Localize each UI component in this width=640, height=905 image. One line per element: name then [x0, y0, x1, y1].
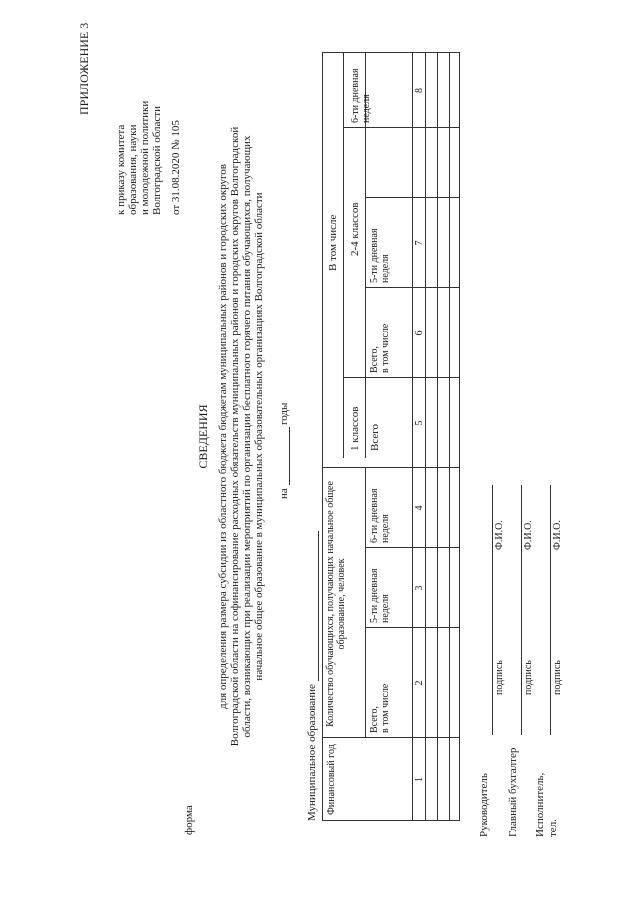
appendix-line: образования, науки [127, 124, 139, 215]
data-table [322, 52, 460, 821]
col-number: 6 [414, 330, 425, 336]
col-6day-header-line2: неделя [380, 514, 391, 543]
municipality-blank-line [318, 531, 319, 681]
appendix-title: ПРИЛОЖЕНИЕ 3 [77, 22, 91, 115]
signature-hint: подпись [494, 660, 505, 695]
col-6day-header: 6-ти дневная [369, 488, 380, 543]
appendix-line: и молодежной политики [139, 100, 151, 215]
col-total-header-line2: в том числе [380, 683, 391, 733]
period-suffix: годы [278, 402, 290, 425]
signature-role: Исполнитель, [534, 772, 546, 837]
col-students-header: Количество обучающихся, получающих начальное общее образование, человек [325, 481, 347, 727]
col-year-header: Финансовый год [326, 744, 337, 815]
period-prefix: на [278, 488, 290, 499]
period-blank-line [289, 427, 290, 485]
col-number: 5 [414, 420, 425, 426]
col-grade24-6day-header: 6-ти дневная [350, 68, 361, 123]
col-grade24-5day-header: 5-ти дневная [369, 228, 380, 283]
col-number: 7 [414, 240, 425, 246]
heading-line: области, возникающих при реализации мероприятий по организации бесплатного горячего питания обучающихся, получающих [241, 135, 253, 738]
name-hint: Ф.И.О. [552, 520, 563, 550]
col-number: 8 [414, 88, 425, 93]
form-label: форма [183, 805, 195, 835]
heading-line: Волгоградской области на софинансирование расходных обязательств муниципальных районов и городских округов Волгоградской [229, 126, 241, 747]
heading-line: для определения размера субсидии из областного бюджета бюджетам муниципальных районов и городских округов [217, 164, 229, 709]
name-hint: Ф.И.О. [494, 520, 505, 550]
col-number: 1 [414, 777, 425, 782]
heading-line: начальное общее образование в муниципальных образовательных организациях Волгоградской области [253, 192, 265, 681]
col-grade24-5day-header-line2: неделя [380, 254, 391, 283]
col-number: 2 [414, 680, 425, 686]
municipality-label: Муниципальное образование [306, 684, 318, 821]
document-title: СВЕДЕНИЯ [196, 404, 210, 469]
col-number: 4 [414, 505, 425, 511]
col-total-header: Всего, [369, 705, 380, 733]
col-grade24-total-header: Всего, [369, 345, 380, 373]
signature-line [550, 485, 551, 735]
col-grade1-total-header: Всего [369, 424, 381, 451]
appendix-line: Волгоградской области [151, 106, 163, 215]
col-grade24-header: 2-4 классов [349, 202, 361, 256]
appendix-line: к приказу комитета [115, 124, 127, 215]
signature-role-phone: тел. [547, 819, 559, 837]
name-hint: Ф.И.О. [523, 520, 534, 550]
col-grade1-header: 1 классов [349, 406, 361, 451]
col-including-header: В том числе [327, 214, 339, 271]
signature-role: Руководитель [478, 773, 490, 837]
signature-hint: подпись [552, 660, 563, 695]
appendix-order: от 31.08.2020 № 105 [170, 120, 182, 215]
col-grade24-total-header-line2: в том числе [380, 323, 391, 373]
signature-role: Главный бухгалтер [507, 747, 519, 837]
col-5day-header-line2: неделя [380, 594, 391, 623]
col-grade24-6day-header-line2: неделя [361, 94, 372, 123]
signature-line [492, 485, 493, 735]
col-5day-header: 5-ти дневная [369, 568, 380, 623]
signature-line [521, 485, 522, 735]
col-number: 3 [414, 585, 425, 591]
signature-hint: подпись [523, 660, 534, 695]
